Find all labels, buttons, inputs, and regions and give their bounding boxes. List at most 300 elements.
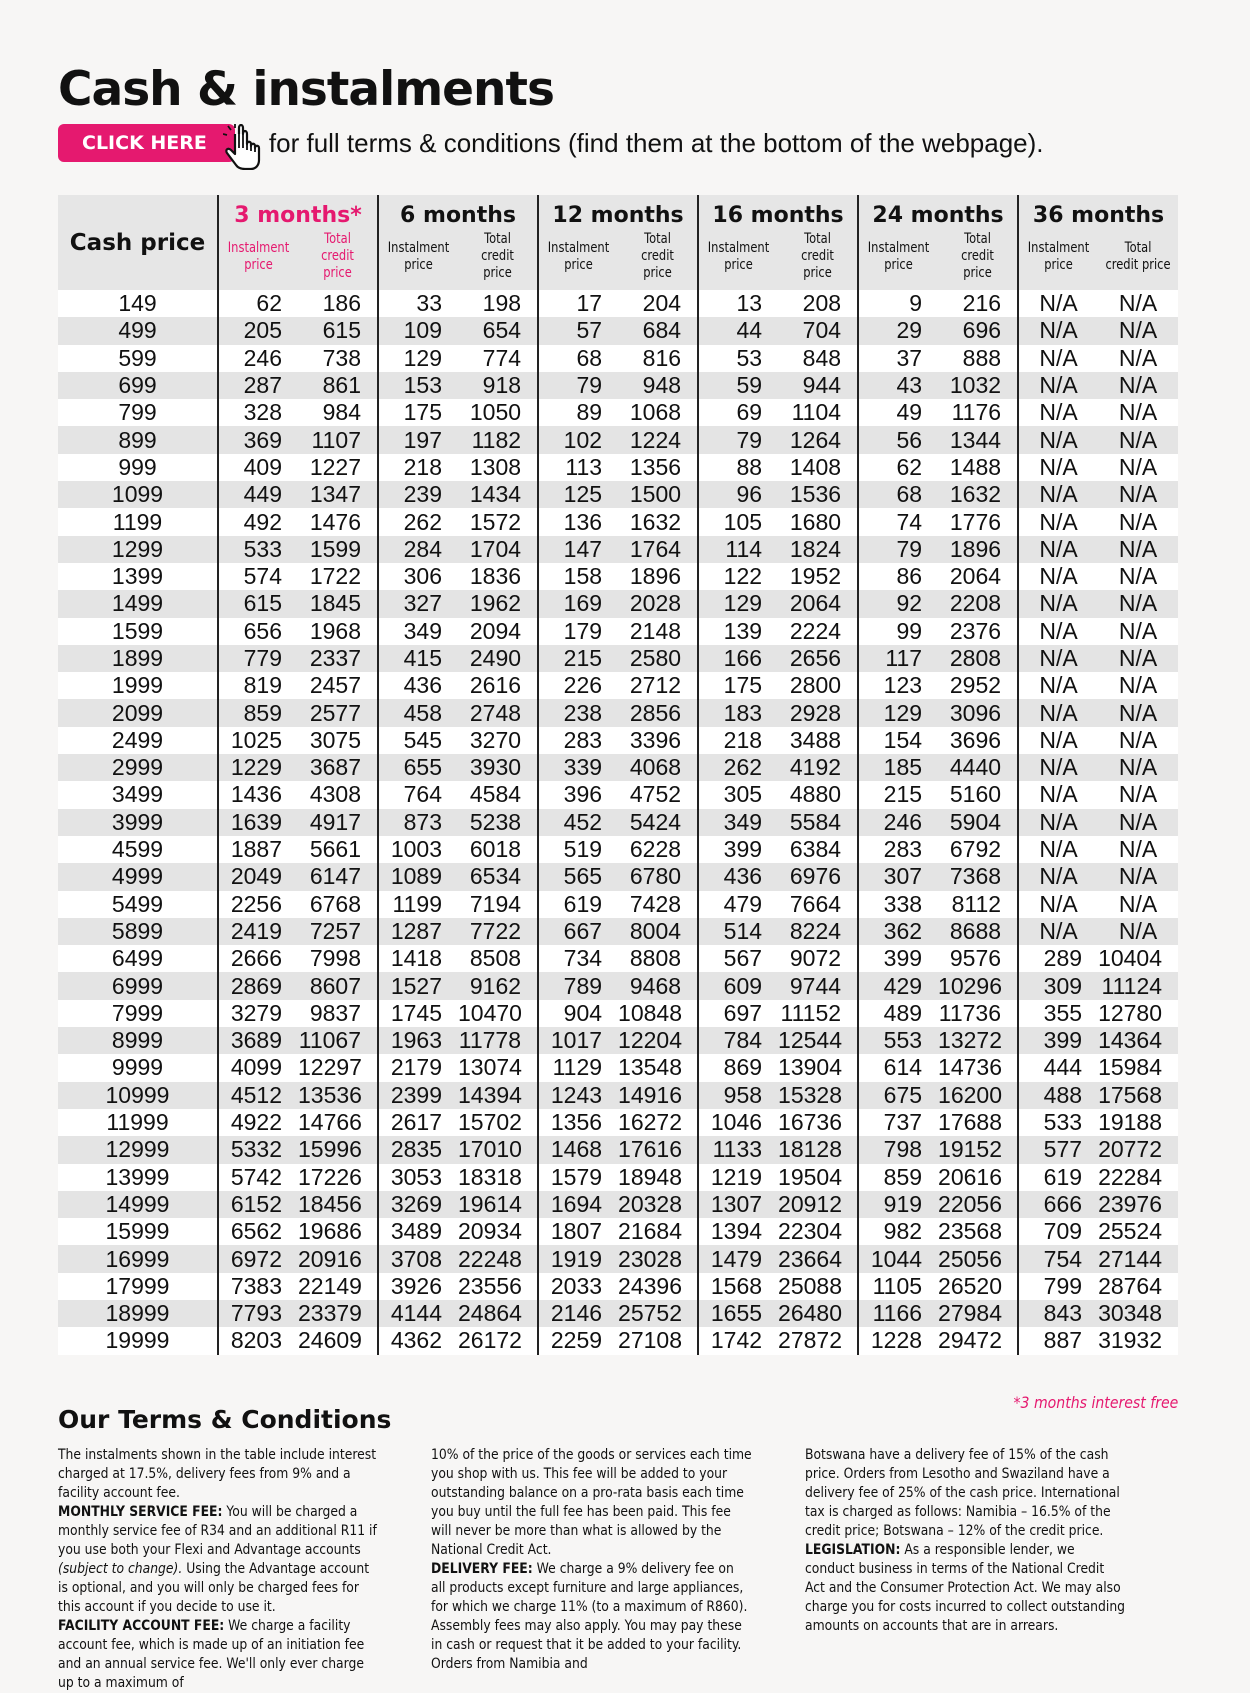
total-credit-price-cell: 1488 bbox=[949, 453, 1002, 480]
table-row bbox=[58, 945, 1178, 972]
terms-title: Our Terms & Conditions bbox=[58, 1405, 392, 1434]
total-credit-price-cell: 4068 bbox=[629, 754, 682, 781]
table-row bbox=[58, 290, 1178, 317]
instalment-price-cell: 3053 bbox=[378, 1164, 458, 1191]
instalment-price-cell: 675 bbox=[858, 1082, 938, 1109]
total-credit-price-cell: 6768 bbox=[309, 890, 362, 917]
total-credit-price-cell: 3270 bbox=[469, 726, 522, 753]
total-credit-price-cell: 5160 bbox=[949, 781, 1002, 808]
instalment-price-cell: 609 bbox=[698, 972, 778, 999]
terms-paragraph: Botswana have a delivery fee of 15% of the cash price. Orders from Lesotho and Swaziland have a delivery fee of 25% of the cash price. International tax is charged as follows: Namibia – 16.5% of the credit price; Botswana – 12% of the credit price. bbox=[804, 1447, 1120, 1539]
total-credit-price-cell: 888 bbox=[962, 344, 1002, 371]
instalment-price-cell: 399 bbox=[698, 836, 778, 863]
total-credit-price-cell: 19188 bbox=[1098, 1109, 1163, 1136]
instalment-price-cell: 1025 bbox=[218, 727, 298, 754]
total-credit-price-cell: 8688 bbox=[949, 917, 1002, 944]
instalment-price-cell: 9 bbox=[858, 290, 938, 317]
instalment-price-cell: 1129 bbox=[538, 1054, 618, 1081]
total-credit-price-header: Total credit price bbox=[1098, 231, 1178, 290]
total-credit-price-cell: 16200 bbox=[938, 1081, 1002, 1108]
instalment-price-cell: 175 bbox=[378, 399, 458, 426]
instalment-price-cell: 4512 bbox=[218, 1082, 298, 1109]
total-credit-price-cell: 1845 bbox=[309, 590, 362, 617]
total-credit-price-cell: 23664 bbox=[778, 1245, 842, 1272]
total-credit-price-cell: 12544 bbox=[778, 1027, 842, 1054]
instalment-price-cell: 2049 bbox=[218, 863, 298, 890]
total-credit-price-cell: 2800 bbox=[789, 672, 842, 699]
table-row bbox=[58, 618, 1178, 645]
instalment-price-cell: 958 bbox=[698, 1082, 778, 1109]
cash-price-cell: 19999 bbox=[105, 1327, 170, 1354]
total-credit-price-cell: N/A bbox=[1118, 645, 1158, 671]
total-credit-price-cell: 12780 bbox=[1098, 999, 1163, 1026]
instalment-price-cell: N/A bbox=[1018, 372, 1098, 399]
total-credit-price-cell: 2748 bbox=[469, 699, 522, 726]
total-credit-price-cell: 11152 bbox=[780, 999, 842, 1026]
period-header: 6 months bbox=[378, 195, 538, 231]
instalment-price-cell: 2179 bbox=[378, 1054, 458, 1081]
total-credit-price-cell: 11124 bbox=[1101, 972, 1163, 999]
instalment-price-cell: 887 bbox=[1018, 1327, 1098, 1354]
total-credit-price-cell: N/A bbox=[1118, 808, 1158, 835]
total-credit-price-cell: 11778 bbox=[458, 1027, 522, 1054]
total-credit-price-cell: 8508 bbox=[469, 945, 522, 972]
instalment-price-cell: 1356 bbox=[538, 1109, 618, 1136]
terms-column bbox=[58, 1446, 379, 1693]
instalment-price-cell: 1418 bbox=[378, 945, 458, 972]
instalment-price-cell: 819 bbox=[218, 672, 298, 699]
table-row bbox=[58, 891, 1178, 918]
instalment-price-cell: 577 bbox=[1018, 1136, 1098, 1163]
table-row bbox=[58, 536, 1178, 563]
total-credit-price-cell: 1632 bbox=[949, 481, 1002, 508]
total-credit-price-cell: N/A bbox=[1118, 590, 1158, 617]
pointer-hand-icon bbox=[223, 124, 263, 170]
instalment-price-cell: 3279 bbox=[218, 1000, 298, 1027]
instalment-price-header: Instalment price bbox=[218, 231, 298, 290]
total-credit-price-cell: 7257 bbox=[309, 917, 362, 944]
instalment-price-cell: 655 bbox=[378, 754, 458, 781]
instalment-price-cell: 122 bbox=[698, 563, 778, 590]
total-credit-price-cell: 13272 bbox=[938, 1027, 1002, 1054]
cash-price-cell: 5899 bbox=[111, 917, 164, 944]
instalment-price-cell: 158 bbox=[538, 563, 618, 590]
table-row bbox=[58, 1082, 1178, 1109]
instalment-price-cell: 218 bbox=[378, 454, 458, 481]
total-credit-price-cell: 4308 bbox=[309, 781, 362, 808]
total-credit-price-cell: 6780 bbox=[629, 863, 682, 890]
instalment-table bbox=[58, 195, 1178, 1355]
instalment-price-cell: 1479 bbox=[698, 1245, 778, 1272]
total-credit-price-cell: 11736 bbox=[938, 999, 1002, 1026]
total-credit-price-cell: 198 bbox=[482, 290, 522, 317]
instalment-price-cell: 6972 bbox=[218, 1245, 298, 1272]
instalment-price-cell: 328 bbox=[218, 399, 298, 426]
total-credit-price-cell: N/A bbox=[1118, 617, 1158, 644]
cash-price-cell: 17999 bbox=[105, 1272, 170, 1299]
instalment-price-cell: 56 bbox=[858, 426, 938, 453]
table-row bbox=[58, 1054, 1178, 1081]
instalment-price-cell: 215 bbox=[538, 645, 618, 672]
instalment-price-cell: 338 bbox=[858, 891, 938, 918]
instalment-price-cell: 2146 bbox=[538, 1300, 618, 1327]
terms-body bbox=[58, 1446, 1178, 1693]
instalment-price-cell: 1003 bbox=[378, 836, 458, 863]
table-row bbox=[58, 1136, 1178, 1163]
instalment-price-cell: 86 bbox=[858, 563, 938, 590]
instalment-price-cell: 109 bbox=[378, 317, 458, 344]
total-credit-price-cell: 18948 bbox=[618, 1163, 682, 1190]
instalment-price-cell: 399 bbox=[858, 945, 938, 972]
instalment-price-cell: 33 bbox=[378, 290, 458, 317]
instalment-price-cell: 197 bbox=[378, 426, 458, 453]
table-row bbox=[58, 426, 1178, 453]
instalment-price-cell: 355 bbox=[1018, 1000, 1098, 1027]
total-credit-price-cell: 1836 bbox=[469, 563, 522, 590]
table-row bbox=[58, 317, 1178, 344]
instalment-price-cell: 96 bbox=[698, 481, 778, 508]
table-row bbox=[58, 1027, 1178, 1054]
instalment-price-cell: 284 bbox=[378, 536, 458, 563]
instalment-price-cell: N/A bbox=[1018, 508, 1098, 535]
instalment-price-cell: N/A bbox=[1018, 891, 1098, 918]
instalment-price-cell: 246 bbox=[218, 345, 298, 372]
table-row bbox=[58, 1191, 1178, 1218]
total-credit-price-cell: 2376 bbox=[949, 617, 1002, 644]
instalment-price-cell: 88 bbox=[698, 454, 778, 481]
instalment-price-cell: 1468 bbox=[538, 1136, 618, 1163]
instalment-price-cell: 147 bbox=[538, 536, 618, 563]
total-credit-price-cell: 696 bbox=[962, 317, 1002, 344]
total-credit-price-cell: 25752 bbox=[618, 1300, 682, 1327]
total-credit-price-cell: 3687 bbox=[309, 754, 362, 781]
period-header: 3 months* bbox=[218, 195, 378, 231]
total-credit-price-cell: 14916 bbox=[618, 1081, 682, 1108]
instalment-price-cell: 574 bbox=[218, 563, 298, 590]
instalment-price-cell: N/A bbox=[1018, 290, 1098, 317]
table-row bbox=[58, 672, 1178, 699]
table-row bbox=[58, 1000, 1178, 1027]
terms-column bbox=[805, 1446, 1126, 1693]
total-credit-price-cell: 22248 bbox=[458, 1245, 522, 1272]
instalment-price-header: Instalment price bbox=[698, 231, 778, 290]
cash-price-cell: 1999 bbox=[111, 672, 164, 699]
instalment-price-cell: 784 bbox=[698, 1027, 778, 1054]
instalment-price-cell: 919 bbox=[858, 1191, 938, 1218]
total-credit-price-cell: 7428 bbox=[629, 890, 682, 917]
instalment-price-cell: 415 bbox=[378, 645, 458, 672]
instalment-price-cell: 458 bbox=[378, 699, 458, 726]
table-row bbox=[58, 372, 1178, 399]
instalment-price-cell: 205 bbox=[218, 317, 298, 344]
cash-price-cell: 699 bbox=[118, 372, 157, 399]
total-credit-price-cell: 17688 bbox=[938, 1109, 1002, 1136]
cash-price-cell: 599 bbox=[118, 344, 157, 371]
total-credit-price-cell: 2337 bbox=[309, 645, 362, 671]
instalment-price-cell: 1017 bbox=[538, 1027, 618, 1054]
total-credit-price-cell: 20772 bbox=[1098, 1136, 1163, 1163]
total-credit-price-cell: 23568 bbox=[938, 1218, 1002, 1245]
total-credit-price-cell: N/A bbox=[1118, 563, 1158, 590]
click-here-button[interactable]: CLICK HERE bbox=[58, 124, 235, 162]
total-credit-price-cell: 1068 bbox=[629, 399, 682, 426]
total-credit-price-cell: 7368 bbox=[949, 863, 1002, 890]
total-credit-price-cell: 1347 bbox=[309, 481, 362, 508]
instalment-price-cell: N/A bbox=[1018, 426, 1098, 453]
instalment-price-cell: 262 bbox=[698, 754, 778, 781]
instalment-price-cell: 129 bbox=[698, 590, 778, 617]
total-credit-price-cell: 13904 bbox=[778, 1054, 842, 1081]
terms-paragraph: 10% of the price of the goods or services each time you shop with us. This fee will be added to your outstanding balance on a pro-rata basis each time you buy until the full fee has been paid. This fee will never be more than what is allowed by the National Credit Act. bbox=[431, 1447, 753, 1558]
cash-price-header: Cash price bbox=[58, 195, 218, 290]
total-credit-price-cell: 216 bbox=[962, 290, 1002, 317]
instalment-price-cell: 2835 bbox=[378, 1136, 458, 1163]
instalment-price-cell: 619 bbox=[1018, 1164, 1098, 1191]
table-row bbox=[58, 1245, 1178, 1272]
total-credit-price-cell: 27144 bbox=[1098, 1245, 1163, 1272]
total-credit-price-cell: 2712 bbox=[629, 672, 682, 699]
instalment-price-cell: 798 bbox=[858, 1136, 938, 1163]
instalment-price-cell: 779 bbox=[218, 645, 298, 672]
instalment-price-cell: 129 bbox=[378, 345, 458, 372]
table-row bbox=[58, 481, 1178, 508]
cash-price-cell: 9999 bbox=[111, 1054, 164, 1081]
instalment-price-cell: N/A bbox=[1018, 699, 1098, 726]
instalment-price-cell: 185 bbox=[858, 754, 938, 781]
total-credit-price-cell: N/A bbox=[1118, 399, 1158, 426]
total-credit-price-cell: 15702 bbox=[458, 1109, 522, 1136]
instalment-price-cell: 697 bbox=[698, 1000, 778, 1027]
total-credit-price-cell: 27108 bbox=[618, 1327, 682, 1354]
table-row bbox=[58, 645, 1178, 672]
instalment-price-cell: 7383 bbox=[218, 1273, 298, 1300]
total-credit-price-cell: 20912 bbox=[778, 1190, 842, 1217]
instalment-price-cell: 519 bbox=[538, 836, 618, 863]
instalment-price-cell: 1219 bbox=[698, 1164, 778, 1191]
total-credit-price-cell: 1599 bbox=[309, 535, 362, 562]
instalment-price-cell: 734 bbox=[538, 945, 618, 972]
total-credit-price-cell: 1500 bbox=[629, 481, 682, 508]
instalment-price-cell: 123 bbox=[858, 672, 938, 699]
total-credit-price-cell: 19152 bbox=[938, 1136, 1002, 1163]
instalment-price-cell: 8203 bbox=[218, 1327, 298, 1354]
instalment-price-cell: 57 bbox=[538, 317, 618, 344]
instalment-price-cell: 262 bbox=[378, 508, 458, 535]
instalment-price-cell: 113 bbox=[538, 454, 618, 481]
instalment-price-cell: 789 bbox=[538, 972, 618, 999]
total-credit-price-cell: 1572 bbox=[469, 508, 522, 535]
total-credit-price-cell: 2490 bbox=[469, 645, 522, 671]
total-credit-price-cell: 1264 bbox=[789, 426, 842, 453]
total-credit-price-cell: 1104 bbox=[791, 399, 842, 426]
total-credit-price-cell: 7664 bbox=[789, 890, 842, 917]
total-credit-price-cell: 10848 bbox=[618, 999, 682, 1026]
total-credit-price-cell: 5584 bbox=[789, 808, 842, 835]
instalment-price-cell: 306 bbox=[378, 563, 458, 590]
total-credit-price-cell: 10296 bbox=[938, 972, 1002, 999]
instalment-price-cell: 1527 bbox=[378, 972, 458, 999]
instalment-price-cell: 13 bbox=[698, 290, 778, 317]
total-credit-price-cell: 5238 bbox=[469, 808, 522, 835]
instalment-price-cell: 6152 bbox=[218, 1191, 298, 1218]
instalment-price-cell: 533 bbox=[1018, 1109, 1098, 1136]
instalment-price-cell: 307 bbox=[858, 863, 938, 890]
total-credit-price-cell: 2856 bbox=[629, 699, 682, 726]
instalment-price-cell: 29 bbox=[858, 317, 938, 344]
instalment-price-cell: 5332 bbox=[218, 1136, 298, 1163]
total-credit-price-cell: 17568 bbox=[1098, 1081, 1163, 1108]
instalment-price-cell: 183 bbox=[698, 699, 778, 726]
total-credit-price-cell: 1308 bbox=[469, 453, 522, 480]
total-credit-price-cell: 1680 bbox=[789, 508, 842, 535]
total-credit-price-cell: 22284 bbox=[1098, 1163, 1163, 1190]
total-credit-price-cell: 1704 bbox=[469, 535, 522, 562]
instalment-price-cell: 89 bbox=[538, 399, 618, 426]
cash-price-cell: 1099 bbox=[111, 481, 164, 508]
instalment-price-cell: 153 bbox=[378, 372, 458, 399]
cash-price-cell: 4599 bbox=[111, 836, 164, 863]
total-credit-price-cell: 9162 bbox=[469, 972, 522, 999]
instalment-price-cell: 44 bbox=[698, 317, 778, 344]
instalment-price-cell: 99 bbox=[858, 618, 938, 645]
table-row bbox=[58, 1164, 1178, 1191]
total-credit-price-cell: 1764 bbox=[629, 535, 682, 562]
total-credit-price-cell: N/A bbox=[1118, 672, 1158, 699]
total-credit-price-cell: N/A bbox=[1118, 426, 1158, 453]
total-credit-price-cell: 1050 bbox=[469, 399, 522, 426]
total-credit-price-cell: 22149 bbox=[298, 1272, 362, 1299]
total-credit-price-cell: 20916 bbox=[298, 1245, 362, 1272]
instalment-price-cell: 709 bbox=[1018, 1218, 1098, 1245]
total-credit-price-header: Total credit price bbox=[458, 231, 538, 290]
total-credit-price-cell: 14766 bbox=[298, 1109, 362, 1136]
cash-price-cell: 799 bbox=[118, 399, 157, 426]
total-credit-price-cell: 848 bbox=[802, 344, 842, 371]
total-credit-price-cell: 23976 bbox=[1098, 1190, 1163, 1217]
total-credit-price-cell: 7194 bbox=[469, 890, 522, 917]
total-credit-price-cell: 21684 bbox=[618, 1218, 682, 1245]
total-credit-price-cell: 22304 bbox=[778, 1218, 842, 1245]
total-credit-price-cell: N/A bbox=[1118, 535, 1158, 562]
total-credit-price-cell: 2952 bbox=[949, 672, 1002, 699]
instalment-price-cell: 17 bbox=[538, 290, 618, 317]
instalment-price-cell: 305 bbox=[698, 781, 778, 808]
total-credit-price-cell: 1227 bbox=[309, 453, 362, 480]
total-credit-price-cell: 774 bbox=[482, 344, 522, 371]
instalment-price-cell: 1394 bbox=[698, 1218, 778, 1245]
cash-price-cell: 1399 bbox=[111, 563, 164, 590]
instalment-price-header: Instalment price bbox=[1018, 231, 1098, 290]
instalment-price-cell: 129 bbox=[858, 699, 938, 726]
instalment-price-cell: 1579 bbox=[538, 1164, 618, 1191]
instalment-price-cell: 614 bbox=[858, 1054, 938, 1081]
total-credit-price-cell: 1536 bbox=[789, 481, 842, 508]
total-credit-price-cell: 948 bbox=[642, 372, 682, 399]
table-row bbox=[58, 345, 1178, 372]
total-credit-price-cell: 8112 bbox=[951, 890, 1002, 917]
cash-price-cell: 16999 bbox=[105, 1245, 170, 1272]
total-credit-price-cell: 10470 bbox=[458, 999, 522, 1026]
instalment-price-cell: 1694 bbox=[538, 1191, 618, 1218]
total-credit-price-cell: 9744 bbox=[789, 972, 842, 999]
total-credit-price-cell: 654 bbox=[482, 317, 522, 344]
instalment-price-cell: 2617 bbox=[378, 1109, 458, 1136]
total-credit-price-cell: 28764 bbox=[1098, 1272, 1163, 1299]
cash-price-cell: 1499 bbox=[111, 590, 164, 617]
total-credit-price-cell: 1408 bbox=[789, 453, 842, 480]
instalment-price-cell: 488 bbox=[1018, 1082, 1098, 1109]
instalment-price-cell: 1105 bbox=[858, 1273, 938, 1300]
instalment-price-cell: 59 bbox=[698, 372, 778, 399]
total-credit-price-cell: 8607 bbox=[309, 972, 362, 999]
instalment-price-cell: 737 bbox=[858, 1109, 938, 1136]
total-credit-price-cell: 17226 bbox=[298, 1163, 362, 1190]
total-credit-price-cell: 16272 bbox=[618, 1109, 682, 1136]
cash-price-cell: 1599 bbox=[111, 617, 164, 644]
total-credit-price-cell: 16736 bbox=[778, 1109, 842, 1136]
instalment-price-cell: 125 bbox=[538, 481, 618, 508]
instalment-price-cell: 982 bbox=[858, 1218, 938, 1245]
instalment-price-cell: N/A bbox=[1018, 754, 1098, 781]
instalment-price-cell: 69 bbox=[698, 399, 778, 426]
period-header: 16 months bbox=[698, 195, 858, 231]
instalment-price-cell: 666 bbox=[1018, 1191, 1098, 1218]
instalment-price-cell: 553 bbox=[858, 1027, 938, 1054]
total-credit-price-cell: 1962 bbox=[469, 590, 522, 617]
instalment-price-cell: 68 bbox=[858, 481, 938, 508]
total-credit-price-cell: 17010 bbox=[458, 1136, 522, 1163]
instalment-price-cell: 53 bbox=[698, 345, 778, 372]
total-credit-price-cell: 18128 bbox=[778, 1136, 842, 1163]
total-credit-price-cell: 1182 bbox=[471, 426, 522, 453]
instalment-price-cell: 49 bbox=[858, 399, 938, 426]
instalment-price-cell: 62 bbox=[218, 290, 298, 317]
cash-price-cell: 3999 bbox=[111, 808, 164, 835]
cash-price-cell: 6499 bbox=[111, 945, 164, 972]
total-credit-price-cell: 2028 bbox=[629, 590, 682, 617]
instalment-price-cell: 283 bbox=[538, 727, 618, 754]
total-credit-price-cell: 15996 bbox=[298, 1136, 362, 1163]
total-credit-price-cell: N/A bbox=[1118, 726, 1158, 753]
total-credit-price-cell: 918 bbox=[482, 372, 522, 399]
terms-paragraph: LEGISLATION: As a responsible lender, we conduct business in terms of the National Credit Act and the Consumer Protection Act. We may also charge you for costs incurred to collect outstanding amounts on accounts that are in arrears. bbox=[804, 1542, 1125, 1634]
instalment-price-cell: 452 bbox=[538, 809, 618, 836]
total-credit-price-cell: 9468 bbox=[629, 972, 682, 999]
total-credit-price-cell: N/A bbox=[1118, 699, 1158, 726]
instalment-price-cell: 369 bbox=[218, 426, 298, 453]
instalment-price-cell: 436 bbox=[698, 863, 778, 890]
total-credit-price-cell: 2808 bbox=[949, 645, 1002, 671]
instalment-price-cell: 79 bbox=[698, 426, 778, 453]
total-credit-price-cell: 26172 bbox=[458, 1327, 522, 1354]
total-credit-price-cell: 8224 bbox=[789, 917, 842, 944]
cash-price-cell: 999 bbox=[118, 453, 157, 480]
instalment-price-cell: 68 bbox=[538, 345, 618, 372]
instalment-price-cell: 139 bbox=[698, 618, 778, 645]
instalment-price-cell: 764 bbox=[378, 781, 458, 808]
instalment-price-cell: N/A bbox=[1018, 781, 1098, 808]
total-credit-price-cell: 19686 bbox=[298, 1218, 362, 1245]
total-credit-price-cell: 738 bbox=[322, 344, 362, 371]
cash-price-cell: 6999 bbox=[111, 972, 164, 999]
total-credit-price-cell: 9072 bbox=[789, 945, 842, 972]
table-row bbox=[58, 1273, 1178, 1300]
total-credit-price-cell: 1434 bbox=[469, 481, 522, 508]
table-row bbox=[58, 1109, 1178, 1136]
instalment-price-cell: 114 bbox=[698, 536, 778, 563]
total-credit-price-cell: N/A bbox=[1118, 481, 1158, 508]
cash-price-cell: 8999 bbox=[111, 1027, 164, 1054]
